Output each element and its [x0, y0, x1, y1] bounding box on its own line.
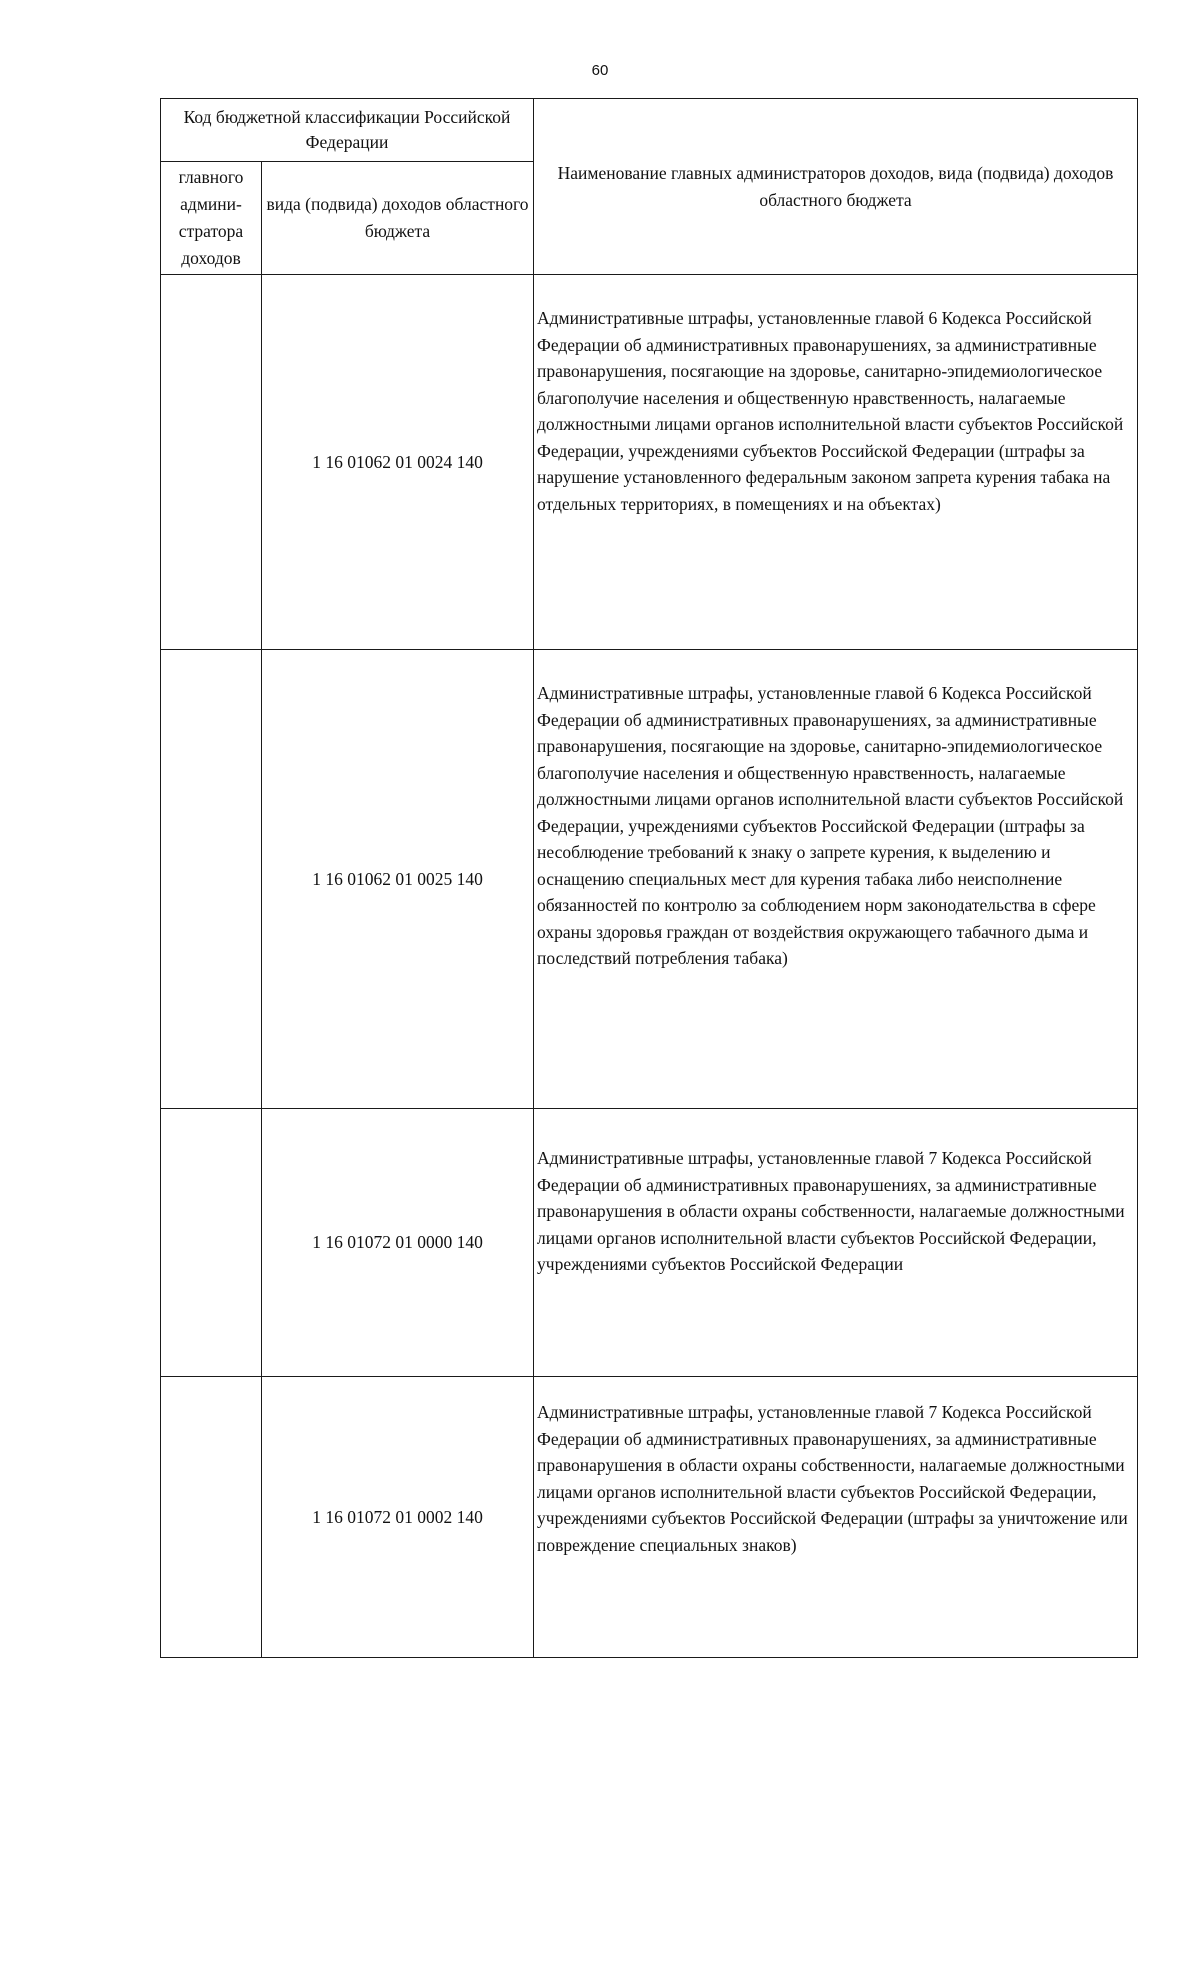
header-group-title: Код бюджетной классификации Российской Федерации — [161, 99, 534, 162]
admin-code-cell — [161, 1109, 262, 1377]
table-row — [161, 1109, 1138, 1377]
page-number: 60 — [591, 62, 609, 79]
table-row — [161, 275, 1138, 650]
budget-classification-table — [160, 98, 1138, 1658]
income-code-cell: 1 16 01062 01 0024 140 — [262, 275, 534, 650]
income-code-cell: 1 16 01062 01 0025 140 — [262, 650, 534, 1109]
admin-code-cell — [161, 1377, 262, 1658]
table-row — [161, 1377, 1138, 1658]
income-code-cell: 1 16 01072 01 0000 140 — [262, 1109, 534, 1377]
header-admin-column: главного админи-стратора доходов — [161, 162, 262, 275]
table-row — [161, 650, 1138, 1109]
income-name-cell: Административные штрафы, установленные главой 6 Кодекса Российской Федерации об административных правонарушениях, за административные правонарушения, посягающие на здоровье, санитарно-эпидемиологическое благополучие населения и общественную нравственность, налагаемые должностными лицами органов исполнительной власти субъектов Российской Федерации, учреждениями субъектов Российской Федерации (штрафы за несоблюдение требований к знаку о запрете курения, к выделению и оснащению специальных мест для курения табака либо неисполнение обязанностей по контролю за соблюдением норм законодательства в сфере охраны здоровья граждан от воздействия окружающего табачного дыма и последствий потребления табака) — [534, 650, 1138, 1109]
admin-code-cell — [161, 650, 262, 1109]
income-name-cell: Административные штрафы, установленные главой 7 Кодекса Российской Федерации об административных правонарушениях, за административные правонарушения в области охраны собственности, налагаемые должностными лицами органов исполнительной власти субъектов Российской Федерации, учреждениями субъектов Российской Федерации — [534, 1109, 1138, 1377]
income-code-cell: 1 16 01072 01 0002 140 — [262, 1377, 534, 1658]
table-header-row — [161, 99, 1138, 162]
income-name-cell: Административные штрафы, установленные главой 6 Кодекса Российской Федерации об административных правонарушениях, за административные правонарушения, посягающие на здоровье, санитарно-эпидемиологическое благополучие населения и общественную нравственность, налагаемые должностными лицами органов исполнительной власти субъектов Российской Федерации, учреждениями субъектов Российской Федерации (штрафы за нарушение установленного федеральным законом запрета курения табака на отдельных территориях, в помещениях и на объектах) — [534, 275, 1138, 650]
admin-code-cell — [161, 275, 262, 650]
income-name-cell: Административные штрафы, установленные главой 7 Кодекса Российской Федерации об административных правонарушениях, за административные правонарушения в области охраны собственности, налагаемые должностными лицами органов исполнительной власти субъектов Российской Федерации, учреждениями субъектов Российской Федерации (штрафы за уничтожение или повреждение специальных знаков) — [534, 1377, 1138, 1658]
header-code-column: вида (подвида) доходов областного бюджета — [262, 162, 534, 275]
header-name-column: Наименование главных администраторов доходов, вида (подвида) доходов областного бюджета — [534, 99, 1138, 275]
